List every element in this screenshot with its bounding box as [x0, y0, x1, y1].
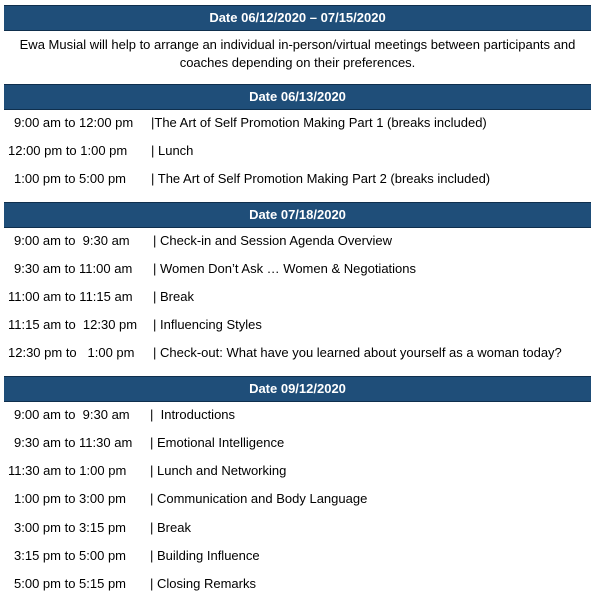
schedule-row	[0, 165, 600, 193]
row-activity: | Influencing Styles	[153, 317, 262, 332]
header-band	[4, 5, 591, 31]
schedule-row	[0, 401, 600, 429]
day-band-1	[4, 84, 591, 110]
schedule-row	[0, 339, 600, 367]
intro-text	[4, 33, 591, 81]
row-time: 9:00 am to 9:30 am	[14, 233, 130, 248]
row-activity: | Introductions	[150, 407, 236, 422]
intro-line-2: coaches depending on their preferences.	[179, 55, 416, 70]
schedule-row	[0, 255, 600, 283]
row-activity: | Check-out: What have you learned about yourself as a woman today?	[153, 345, 562, 360]
day-band-3	[4, 376, 591, 402]
day-title-1: Date 06/13/2020	[249, 89, 346, 104]
schedule-row	[0, 283, 600, 311]
schedule-row	[0, 514, 600, 542]
row-activity: | Break	[153, 289, 194, 304]
schedule-row	[0, 570, 600, 598]
schedule-row	[0, 311, 600, 339]
row-time: 12:00 pm to 1:00 pm	[8, 143, 128, 158]
header-title: Date 06/12/2020 – 07/15/2020	[209, 10, 386, 25]
row-activity: | The Art of Self Promotion Making Part 2 (breaks included)	[151, 171, 491, 186]
schedule-row	[0, 542, 600, 570]
row-activity: | Check-in and Session Agenda Overview	[153, 233, 392, 248]
row-time: 1:00 pm to 5:00 pm	[14, 171, 127, 186]
row-activity: | Emotional Intelligence	[150, 435, 285, 450]
row-activity: | Communication and Body Language	[150, 491, 368, 506]
schedule-row	[0, 137, 600, 165]
row-time: 9:00 am to 9:30 am	[14, 407, 130, 422]
row-time: 3:15 pm to 5:00 pm	[14, 548, 127, 563]
row-time: 11:00 am to 11:15 am	[8, 289, 133, 304]
day-band-2	[4, 202, 591, 228]
schedule-row	[0, 457, 600, 485]
row-time: 12:30 pm to 1:00 pm	[8, 345, 135, 360]
row-activity: | Break	[150, 520, 191, 535]
row-time: 3:00 pm to 3:15 pm	[14, 520, 127, 535]
row-time: 1:00 pm to 3:00 pm	[14, 491, 127, 506]
row-time: 9:30 am to 11:00 am	[14, 261, 133, 276]
row-activity: | Women Don’t Ask … Women & Negotiations	[153, 261, 417, 276]
intro-line-1: Ewa Musial will help to arrange an individual in-person/virtual meetings between participants and	[19, 37, 576, 52]
row-activity: | Lunch and Networking	[150, 463, 287, 478]
row-time: 11:30 am to 1:00 pm	[8, 463, 127, 478]
row-activity: | Building Influence	[150, 548, 260, 563]
row-time: 11:15 am to 12:30 pm	[8, 317, 138, 332]
day-title-2: Date 07/18/2020	[249, 207, 346, 222]
row-time: 9:30 am to 11:30 am	[14, 435, 133, 450]
row-activity: | Lunch	[151, 143, 194, 158]
schedule-row	[0, 109, 600, 137]
schedule-row	[0, 485, 600, 513]
schedule-row	[0, 429, 600, 457]
row-activity: |The Art of Self Promotion Making Part 1 (breaks included)	[151, 115, 487, 130]
row-time: 5:00 pm to 5:15 pm	[14, 576, 127, 591]
row-time: 9:00 am to 12:00 pm	[14, 115, 134, 130]
row-activity: | Closing Remarks	[150, 576, 256, 591]
day-title-3: Date 09/12/2020	[249, 381, 346, 396]
schedule-row	[0, 227, 600, 255]
